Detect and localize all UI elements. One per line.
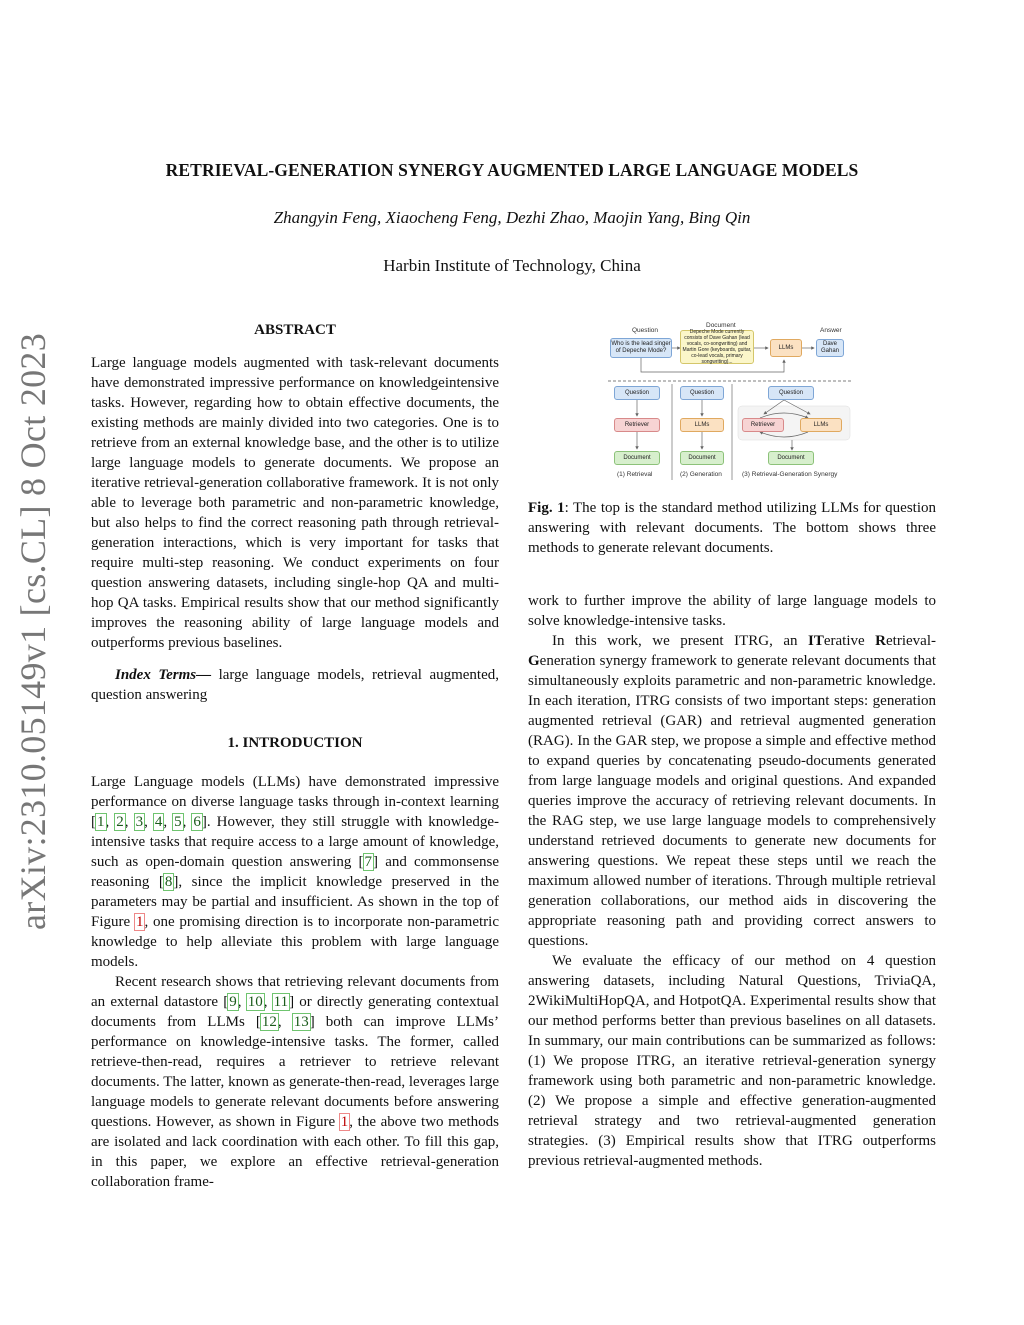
citation-link[interactable]: 5 [174,814,182,830]
retrieval-label: (1) Retrieval [617,471,653,478]
abstract-text: Large language models augmented with task-relevant documents have demonstrated impressive performance on knowledgeintensive tasks. However, regarding how to obtain effective documents, the existing methods are mainly divided into two categories. One is to retrieve from an external knowledge base, and the other is to utilize large language models to generate documents. We propose an iterative retrieval-generation collaborative framework. It is not only able to leverage both parametric and non-parametric knowledge, but also helps to find the correct reasoning path through retrieval-generation interactions, which is very important for tasks that require multi-step reasoning. We conduct experiments on four question answering datasets, including single-hop QA and multi-hop QA tasks. Empirical results show that our method significantly improves the reasoning ability of large language models and outperforms previous baselines. [91,355,499,651]
question-box: Question [614,386,660,400]
llms-box: LLMs [680,418,724,432]
citation-link[interactable]: 2 [116,814,124,830]
figure-caption [528,498,936,558]
text-run: ] and commonsense reasoning [ [91,854,500,890]
generation-label: (2) Generation [680,471,722,478]
llms-box: LLMs [770,339,802,357]
citation-link[interactable]: 10 [247,994,263,1010]
text-run: erative [823,633,876,649]
paper-title: RETRIEVAL-GENERATION SYNERGY AUGMENTED LARGE LANGUAGE MODELS [165,160,859,180]
citation-link[interactable]: 11 [273,994,289,1010]
retriever-box: Retriever [742,418,784,432]
document-box: Document [768,451,814,465]
document-box: Depeche Mode currently consists of Dave Gahan (lead vocals, co-songwriting) and Martin Gore (keyboards, guitar, co-lead vocals, primary songwriting)... [680,330,754,364]
text-run: etrieval- [886,633,936,649]
citation-link[interactable]: 13 [293,1014,309,1030]
author-list: Zhangyin Feng, Xiaocheng Feng, Dezhi Zhao, Maojin Yang, Bing Qin [273,208,751,227]
question-label: Question [632,327,659,334]
caption-text: : The top is the standard method utilizing LLMs for question answering with relevant documents. The bottom shows three methods to generate relevant documents. [528,500,936,556]
retriever-box: Retriever [614,418,660,432]
text-run: , one promising direction is to incorporate non-parametric knowledge to help alleviate this problem with large language models. [91,914,499,970]
text-run: Large Language models (LLMs) have demonstrated impressive performance on diverse language tasks through in-context learning [ [91,774,499,830]
arxiv-identifier: arXiv:2310.05149v1 [cs.CL] 8 Oct 2023 [13,332,53,930]
citation-link[interactable]: 4 [154,814,163,830]
figure-link[interactable]: 1 [340,1114,349,1130]
citation-link[interactable]: 9 [229,994,237,1010]
text-run: , the above two methods are isolated and lack coordination with each other. To fill this gap, in this paper, we explore an effective retrieval-generation collaboration frame- [91,1114,499,1190]
text-run: eneration synergy framework to generate relevant documents that simultaneously exploits parametric and non-parametric knowledge. In each iteration, ITRG consists of two important steps: generation augmented retrieval (GAR) and retrieval augmented generation (RAG). In the GAR step, we propose a simple and effective method to expand queries by concatenating pseudo-documents generated from large language models and original questions. And expanded queries improve the accuracy of retrieving relevant documents. In the RAG step, we use large language models to comprehensively understand retrieved documents to generate new documents for answering questions. We repeat these steps until we reach the maximum allowed number of iterations. Through multiple retrieval generation collaborations, our method aids in discovering the appropriate reasoning path and providing correct answers to questions. [528,653,936,949]
document-label: Document [706,322,736,329]
llms-box: LLMs [800,418,842,432]
question-box: Question [680,386,724,400]
citation-link[interactable]: 12 [261,1014,277,1030]
text-run: ], since the implicit knowledge preserved in the parameters may be partial and insufficient. As shown in the top of Figure [91,874,499,930]
caption-label: Fig. 1 [528,500,565,516]
text-run: ] both can improve LLMs’ performance on knowledge-intensive tasks. The former, called retrieve-then-read, requires a retriever to retrieve relevant documents. The latter, known as generate-then-read, leverages large language models to generate relevant documents before answering questions. However, as shown in Figure [91,1014,500,1130]
intro-paragraph-2: Recent research shows that retrieving relevant documents from an external datastore [9, 10, 11] or directly generating contextual documents from LLMs [12, 13] both can improve LLMs’ performance on knowledge-intensive tasks. The former, called retrieve-then-read, requires a retriever to retrieve relevant documents. The latter, known as generate-then-read, leverages large language models to generate relevant documents before answering questions. However, as shown in Figure 1, the above two methods are isolated and lack coordination with each other. To fill this gap, in this paper, we explore an effective retrieval-generation collaboration frame- [91,974,500,1190]
question-box: Who is the lead singer of Depeche Mode? [610,338,672,358]
affiliation: Harbin Institute of Technology, China [383,256,641,275]
answer-box: Dave Gahan [816,339,844,357]
citation-link[interactable]: 8 [164,874,173,890]
bold-run: G [528,653,540,669]
left-column [91,320,499,1192]
text-run: In this work, we present ITRG, an [552,633,809,649]
intro-paragraph-5: We evaluate the efficacy of our method on 4 question answering datasets, including Natural Questions, TriviaQA, 2WikiMultiHopQA, and HotpotQA. Experimental results show that our method performs better than previous baselines on all datasets. In summary, our main contributions can be summarized as follows: (1) We propose ITRG, an iterative retrieval-generation synergy framework using both parametric and non-parametric knowledge. (2) We propose a simple and effective generation-augmented retrieval strategy and two retrieval-augmented generation strategies. (3) Empirical results show that ITRG outperforms previous retrieval-augmented methods. [528,953,936,1169]
figure-link[interactable]: 1 [135,914,144,930]
right-column [528,591,936,1171]
document-box: Document [614,451,660,465]
index-terms-label: Index Terms— [115,667,212,683]
question-box: Question [768,386,814,400]
citation-link[interactable]: 3 [135,814,144,830]
synergy-label: (3) Retrieval-Generation Synergy [742,471,838,478]
introduction-heading: 1. INTRODUCTION [227,735,363,751]
intro-paragraph-3: work to further improve the ability of large language models to solve knowledge-intensive tasks. [528,593,936,629]
index-terms [91,665,499,705]
text-run: ] or directly generating contextual documents from LLMs [ [91,994,500,1030]
abstract-heading: ABSTRACT [254,322,336,338]
text-run: Recent research shows that retrieving relevant documents from an external datastore [ [91,974,499,1010]
intro-paragraph-1: Large Language models (LLMs) have demonstrated impressive performance on diverse language tasks through in-context learning [1, 2, 3, 4, 5, 6]. However, they still struggle with knowledge-intensive tasks that require access to a large amount of knowledge, such as open-domain question answering [7] and commonsense reasoning [8], since the implicit knowledge preserved in the parameters may be partial and insufficient. As shown in the top of Figure 1, one promising direction is to incorporate non-parametric knowledge to help alleviate this problem with large language models. [91,774,500,970]
figure-1 [604,318,856,484]
citation-link[interactable]: 6 [193,814,201,830]
document-box: Document [680,451,724,465]
answer-label: Answer [820,327,842,334]
intro-paragraph-4 [528,631,936,951]
citation-link[interactable]: 1 [97,814,105,830]
bold-run: IT [808,633,824,649]
text-run: ]. However, they still struggle with knowledge-intensive tasks that require access to a large amount of knowledge, such as open-domain question answering [ [91,814,500,870]
citation-link[interactable]: 7 [364,854,373,870]
index-terms-text: large language models, retrieval augmented, question answering [91,667,500,703]
bold-run: R [875,633,887,649]
